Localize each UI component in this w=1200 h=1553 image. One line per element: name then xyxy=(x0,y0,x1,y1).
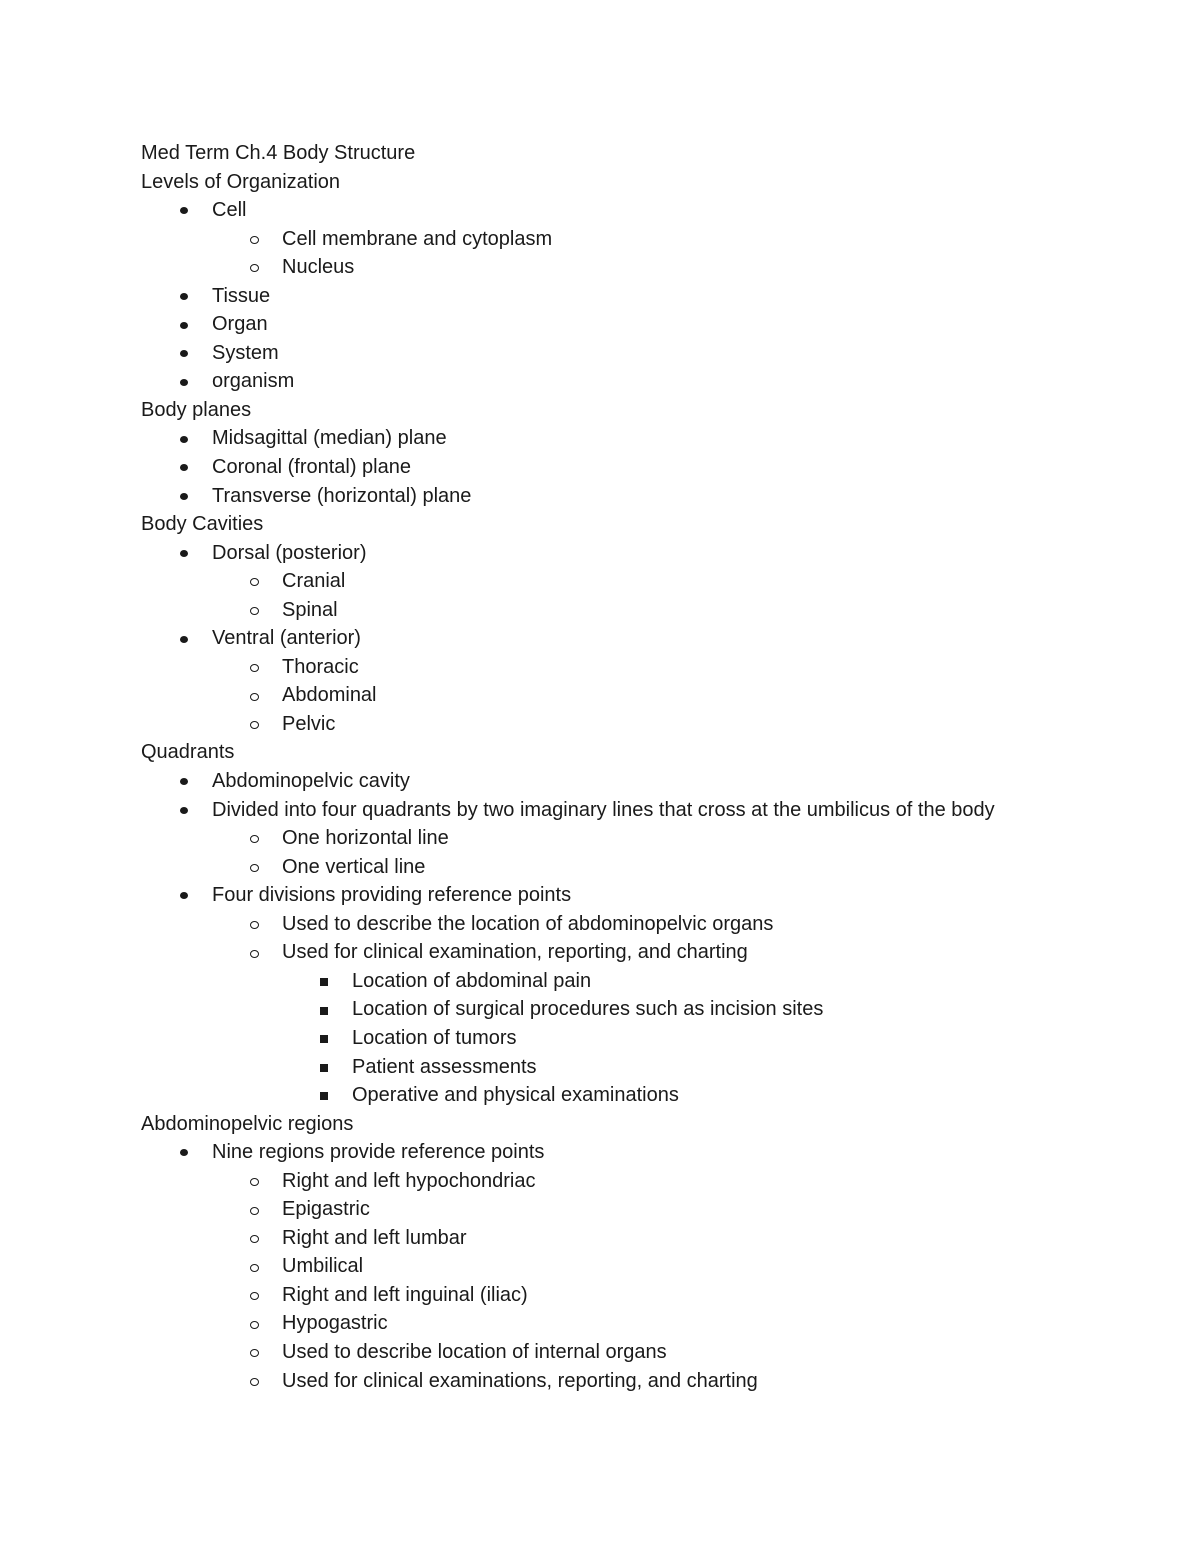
line-text: Divided into four quadrants by two imaginary lines that cross at the umbilicus of the body xyxy=(212,798,995,821)
line-text: Nine regions provide reference points xyxy=(212,1141,545,1164)
list-item xyxy=(141,282,1121,311)
line-text: Right and left hypochondriac xyxy=(282,1169,536,1192)
sub-list-item xyxy=(141,853,1121,882)
sub-list-item xyxy=(141,567,1121,596)
hollow-circle-bullet-icon xyxy=(250,578,259,586)
line-text: Body Cavities xyxy=(141,513,264,536)
line-text: Used to describe the location of abdominopelvic organs xyxy=(282,912,774,935)
filled-circle-bullet-icon xyxy=(180,807,188,814)
filled-circle-bullet-icon xyxy=(180,636,188,643)
line-text: Quadrants xyxy=(141,741,235,764)
line-text: Spinal xyxy=(282,598,338,621)
hollow-circle-bullet-icon xyxy=(250,1264,259,1272)
square-bullet-icon xyxy=(320,1064,328,1072)
section-heading xyxy=(141,168,1121,197)
line-text: System xyxy=(212,341,279,364)
line-text: Right and left inguinal (iliac) xyxy=(282,1283,528,1306)
line-text: Epigastric xyxy=(282,1198,370,1221)
sub-list-item xyxy=(141,824,1121,853)
list-item xyxy=(141,767,1121,796)
hollow-circle-bullet-icon xyxy=(250,1178,259,1186)
filled-circle-bullet-icon xyxy=(180,493,188,500)
hollow-circle-bullet-icon xyxy=(250,1235,259,1243)
sub-list-item xyxy=(141,225,1121,254)
square-bullet-icon xyxy=(320,1007,328,1015)
line-text: Location of abdominal pain xyxy=(352,969,592,992)
line-text: Tissue xyxy=(212,284,271,307)
sub-list-item xyxy=(141,1281,1121,1310)
hollow-circle-bullet-icon xyxy=(250,950,259,958)
sub-list-item xyxy=(141,596,1121,625)
sub-list-item xyxy=(141,1338,1121,1367)
line-text: Abdominopelvic cavity xyxy=(212,770,410,793)
line-text: Used for clinical examinations, reporting, and charting xyxy=(282,1369,758,1392)
list-item xyxy=(141,482,1121,511)
hollow-circle-bullet-icon xyxy=(250,664,259,672)
line-text: Hypogastric xyxy=(282,1312,388,1335)
line-text: organism xyxy=(212,370,295,393)
line-text: Body planes xyxy=(141,398,252,421)
filled-circle-bullet-icon xyxy=(180,207,188,214)
sub-sub-list-item xyxy=(141,1024,1121,1053)
sub-sub-list-item xyxy=(141,1053,1121,1082)
line-text: Operative and physical examinations xyxy=(352,1084,679,1107)
hollow-circle-bullet-icon xyxy=(250,693,259,701)
filled-circle-bullet-icon xyxy=(180,379,188,386)
hollow-circle-bullet-icon xyxy=(250,236,259,244)
sub-list-item xyxy=(141,253,1121,282)
filled-circle-bullet-icon xyxy=(180,1149,188,1156)
filled-circle-bullet-icon xyxy=(180,322,188,329)
line-text: Ventral (anterior) xyxy=(212,627,361,650)
sub-list-item xyxy=(141,710,1121,739)
sub-list-item xyxy=(141,1367,1121,1396)
filled-circle-bullet-icon xyxy=(180,293,188,300)
square-bullet-icon xyxy=(320,1092,328,1100)
hollow-circle-bullet-icon xyxy=(250,264,259,272)
line-text: Transverse (horizontal) plane xyxy=(212,484,472,507)
line-text: One vertical line xyxy=(282,855,426,878)
line-text: Cell xyxy=(212,199,247,222)
filled-circle-bullet-icon xyxy=(180,550,188,557)
section-heading xyxy=(141,510,1121,539)
line-text: Pelvic xyxy=(282,712,336,735)
hollow-circle-bullet-icon xyxy=(250,721,259,729)
line-text: Used for clinical examination, reporting, and charting xyxy=(282,941,748,964)
line-text: Four divisions providing reference points xyxy=(212,884,572,907)
line-text: Cell membrane and cytoplasm xyxy=(282,227,553,250)
list-item xyxy=(141,196,1121,225)
list-item xyxy=(141,424,1121,453)
line-text: Midsagittal (median) plane xyxy=(212,427,447,450)
list-item xyxy=(141,453,1121,482)
filled-circle-bullet-icon xyxy=(180,892,188,899)
section-heading xyxy=(141,738,1121,767)
line-text: Cranial xyxy=(282,570,346,593)
sub-sub-list-item xyxy=(141,1081,1121,1110)
line-text: Location of tumors xyxy=(352,1026,517,1049)
sub-sub-list-item xyxy=(141,967,1121,996)
sub-list-item xyxy=(141,1309,1121,1338)
sub-list-item xyxy=(141,938,1121,967)
filled-circle-bullet-icon xyxy=(180,350,188,357)
line-text: Umbilical xyxy=(282,1255,364,1278)
list-item xyxy=(141,539,1121,568)
hollow-circle-bullet-icon xyxy=(250,864,259,872)
document-title xyxy=(141,139,1121,168)
line-text: Levels of Organization xyxy=(141,170,341,193)
line-text: Organ xyxy=(212,313,268,336)
filled-circle-bullet-icon xyxy=(180,464,188,471)
hollow-circle-bullet-icon xyxy=(250,1207,259,1215)
line-text: Location of surgical procedures such as incision sites xyxy=(352,998,824,1021)
list-item xyxy=(141,796,1121,825)
line-text: One horizontal line xyxy=(282,827,449,850)
line-text: Abdominal xyxy=(282,684,377,707)
sub-list-item xyxy=(141,1224,1121,1253)
filled-circle-bullet-icon xyxy=(180,436,188,443)
hollow-circle-bullet-icon xyxy=(250,1321,259,1329)
hollow-circle-bullet-icon xyxy=(250,835,259,843)
line-text: Patient assessments xyxy=(352,1055,537,1078)
line-text: Dorsal (posterior) xyxy=(212,541,367,564)
square-bullet-icon xyxy=(320,1035,328,1043)
sub-list-item xyxy=(141,910,1121,939)
hollow-circle-bullet-icon xyxy=(250,607,259,615)
line-text: Abdominopelvic regions xyxy=(141,1112,354,1135)
hollow-circle-bullet-icon xyxy=(250,1292,259,1300)
sub-list-item xyxy=(141,1252,1121,1281)
line-text: Thoracic xyxy=(282,655,359,678)
line-text: Coronal (frontal) plane xyxy=(212,456,411,479)
line-text: Nucleus xyxy=(282,256,355,279)
hollow-circle-bullet-icon xyxy=(250,1349,259,1357)
document-body xyxy=(141,139,1121,1395)
filled-circle-bullet-icon xyxy=(180,778,188,785)
line-text: Right and left lumbar xyxy=(282,1226,467,1249)
square-bullet-icon xyxy=(320,978,328,986)
list-item xyxy=(141,367,1121,396)
section-heading xyxy=(141,1110,1121,1139)
sub-list-item xyxy=(141,1167,1121,1196)
list-item xyxy=(141,881,1121,910)
sub-list-item xyxy=(141,681,1121,710)
sub-sub-list-item xyxy=(141,995,1121,1024)
line-text: Med Term Ch.4 Body Structure xyxy=(141,142,416,164)
list-item xyxy=(141,339,1121,368)
list-item xyxy=(141,1138,1121,1167)
list-item xyxy=(141,310,1121,339)
hollow-circle-bullet-icon xyxy=(250,921,259,929)
section-heading xyxy=(141,396,1121,425)
list-item xyxy=(141,624,1121,653)
sub-list-item xyxy=(141,1195,1121,1224)
line-text: Used to describe location of internal organs xyxy=(282,1340,667,1363)
sub-list-item xyxy=(141,653,1121,682)
hollow-circle-bullet-icon xyxy=(250,1378,259,1386)
